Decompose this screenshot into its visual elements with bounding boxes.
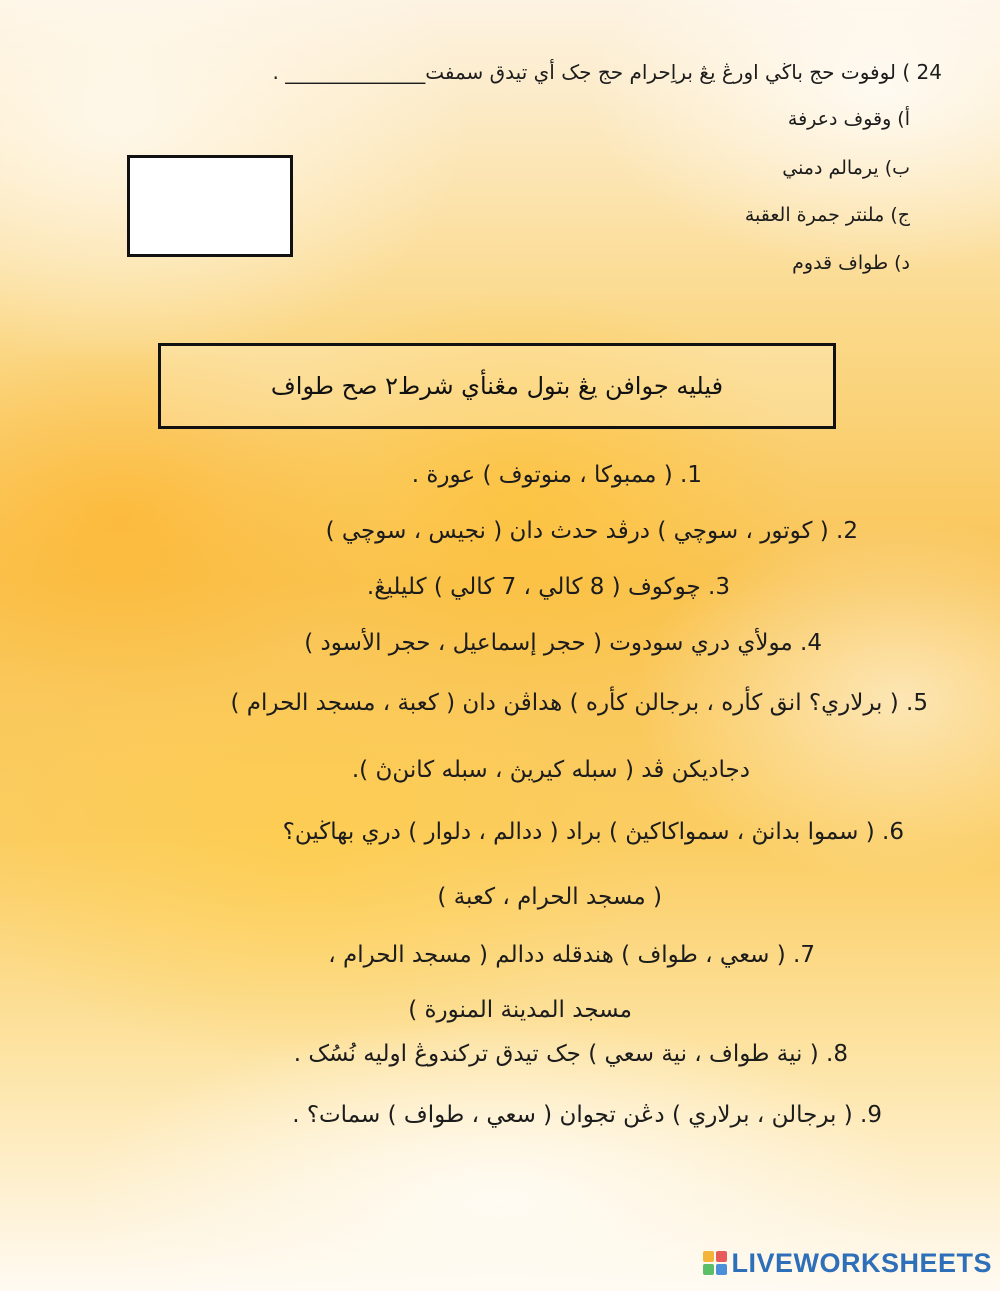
item-8: 8. ( نية طواف ، نية سعي ) جک تيدق تركندوڠ اوليه نُسُک . (293, 1041, 848, 1067)
liveworksheets-logo-icon (703, 1251, 727, 1275)
item-5-continued: دجاديكن ڤد ( سبله كيريڽ ، سبله كانن‌ڽ ). (351, 757, 750, 783)
item-7: 7. ( سعي ، طواف ) هندقله ددالم ( مسجد الحرام ، (328, 942, 815, 968)
item-6-continued: ( مسجد الحرام ، كعبة ) (437, 884, 662, 910)
answer-input-box[interactable] (127, 155, 293, 257)
item-4: 4. مولأي دري سودوت ( حجر إسماعيل ، حجر الأسود ) (304, 630, 822, 656)
item-1: 1. ( ممبوكا ، منوتوف ) عورة . (411, 462, 702, 488)
item-3: 3. چوكوف ( 8 كالي ، 7 كالي ) كليليڠ. (366, 574, 730, 600)
item-2: 2. ( كوتور ، سوچي ) درڤد حدث دان ( نجيس ، سوچي ) (325, 518, 858, 544)
section-title: فيليه جوافن يڠ بتول مڠنأي شرط٢ صح طواف (158, 343, 836, 429)
item-7-continued: مسجد المدينة المنورة ) (408, 997, 632, 1023)
item-6: 6. ( سموا بدانڽ ، سمواكاكيڽ ) براد ( ددالم ، دلوار ) دري بهاڬين؟ (282, 819, 904, 845)
item-9: 9. ( برجالن ، برلاري ) دڠن تجوان ( سعي ، طواف ) سمات؟ . (292, 1102, 882, 1128)
option-d: د) طواف قدوم (792, 252, 910, 274)
option-a: أ) وقوف دعرفة (787, 108, 910, 130)
liveworksheets-logo-text: LIVEWORKSHEETS (731, 1247, 992, 1278)
liveworksheets-logo (703, 1247, 992, 1279)
item-5: 5. ( برلاري؟ انق كأره ، برجالن كأره ) هداڤن دان ( كعبة ، مسجد الحرام ) (230, 690, 928, 716)
question-24-stem: 24 ) لوفوت حج باڬي اورڠ يڠ براِحرام حج جک أي تيدق سمفت______________ . (272, 60, 942, 84)
option-c: ج) ملنتر جمرة العقبة (744, 204, 910, 226)
option-b: ب) يرمالم دمني (782, 157, 910, 179)
